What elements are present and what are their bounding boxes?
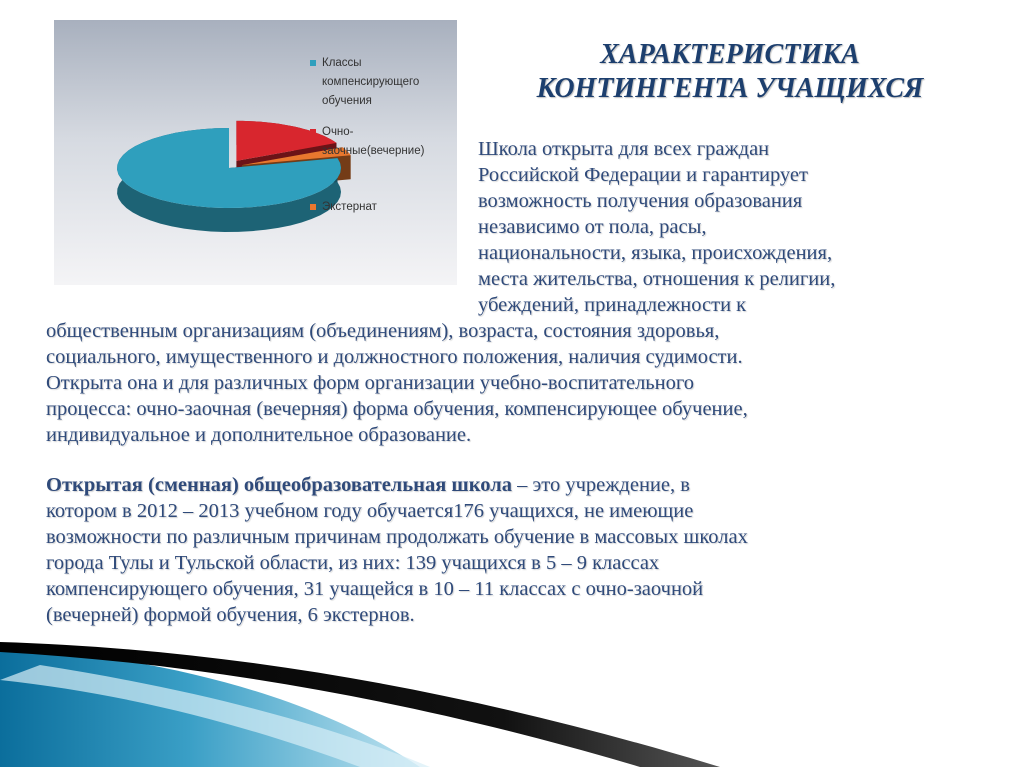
legend-label-line: заочные(вечерние): [322, 145, 425, 157]
legend-swatch-evening: [310, 129, 316, 135]
text-line: национальности, языка, происхождения,: [478, 242, 833, 264]
text-line: компенсирующего обучения, 31 учащейся в 10 – 11 классах с очно-заочной: [46, 578, 704, 600]
text-line: возможности по различным причинам продолжать обучение в массовых школах: [46, 526, 748, 548]
title-line-1: ХАРАКТЕРИСТИКА: [600, 39, 860, 70]
legend-label-line: Очно-: [322, 126, 354, 138]
text-line: города Тулы и Тульской области, из них: 139 учащихся в 5 – 9 классах: [46, 552, 660, 574]
legend-swatch-compensatory: [310, 60, 316, 66]
legend-label-line: Экстернат: [322, 201, 377, 213]
text-line: процесса: очно-заочная (вечерняя) форма обучения, компенсирующее обучение,: [46, 398, 748, 420]
text-line: возможность получения образования: [478, 190, 803, 212]
text-line: социального, имущественного и должностного положения, наличия судимости.: [46, 346, 743, 368]
legend-label-line: Классы: [322, 57, 362, 69]
legend-item-evening: [310, 123, 455, 161]
decorative-wave: [0, 640, 1023, 767]
text-line: (вечерней) формой обучения, 6 экстернов.: [46, 604, 415, 626]
intro-paragraph-top: [478, 136, 835, 318]
legend-label-line: компенсирующего: [322, 76, 420, 88]
legend-item-external: [310, 198, 455, 217]
text-line: Школа открыта для всех граждан: [478, 138, 770, 160]
text-line: общественным организациям (объединениям), возраста, состояния здоровья,: [46, 320, 720, 342]
school-description-paragraph: [46, 472, 748, 628]
school-name-bold: Открытая (сменная) общеобразовательная школа: [46, 474, 512, 496]
text-line-rest: – это учреждение, в: [512, 474, 690, 496]
text-line: независимо от пола, расы,: [478, 216, 707, 238]
legend-item-compensatory: [310, 54, 455, 111]
text-line: [46, 472, 748, 498]
legend-swatch-external: [310, 204, 316, 210]
text-line: Открыта она и для различных форм организации учебно-воспитательного: [46, 372, 695, 394]
text-line: котором в 2012 – 2013 учебном году обучается176 учащихся, не имеющие: [46, 500, 694, 522]
text-line: Российской Федерации и гарантирует: [478, 164, 808, 186]
slide-title: [470, 38, 990, 106]
text-line: места жительства, отношения к религии,: [478, 268, 836, 290]
intro-paragraph-bottom: [46, 318, 748, 448]
title-line-2: КОНТИНГЕНТА УЧАЩИХСЯ: [536, 73, 924, 104]
legend-label-line: обучения: [322, 95, 372, 107]
text-line: индивидуальное и дополнительное образование.: [46, 424, 472, 446]
chart-legend: [310, 54, 455, 227]
pie-chart: [54, 20, 457, 285]
text-line: убеждений, принадлежности к: [478, 294, 747, 316]
